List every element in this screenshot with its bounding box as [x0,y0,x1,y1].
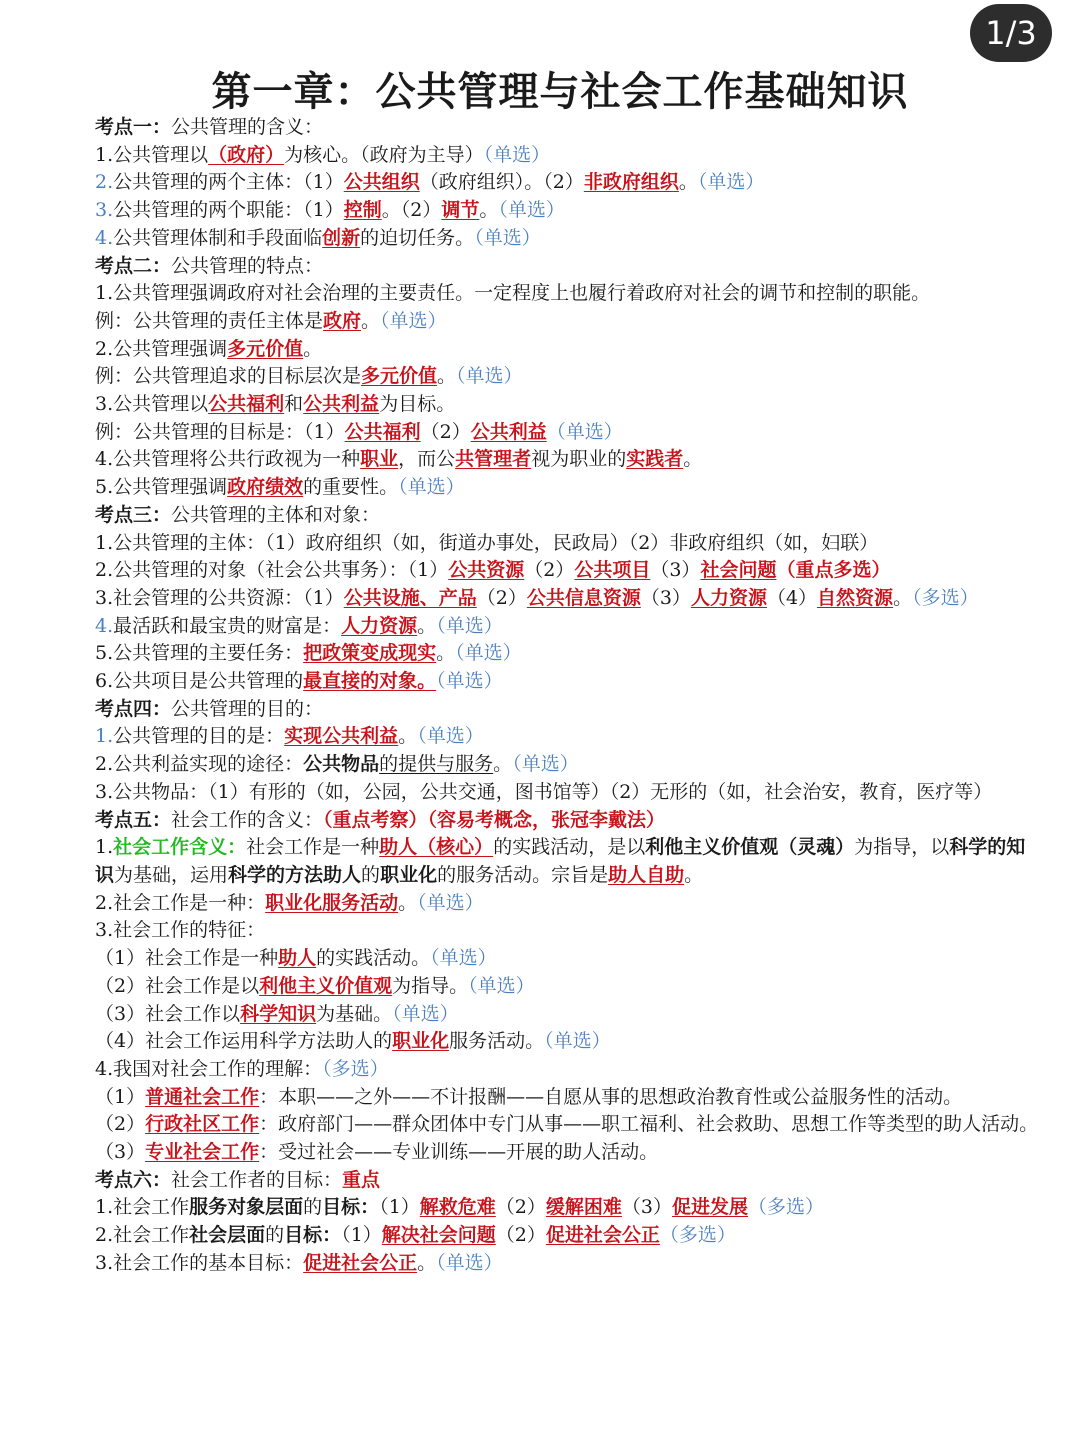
text-segment: 。 [893,586,913,609]
key-term: 公共物品 [303,753,380,776]
text-line [95,557,1040,585]
answer-highlight: 促进社会公正 [303,1251,418,1274]
answer-highlight: 普通社会工作 [145,1085,260,1108]
question-type-tag: （单选） [512,753,579,776]
question-type-tag: （单选） [498,199,565,222]
answer-highlight: 专业社会工作 [145,1141,260,1164]
text-segment: （政府组织）。（2） [419,171,584,194]
text-line [95,585,1040,613]
text-segment: 公共管理的两个主体：（1） [113,171,344,194]
text-segment: 公共管理的特点： [171,254,324,277]
text-line [95,917,1040,945]
text-segment: 。 [398,725,418,748]
answer-highlight: 多元价值 [227,337,304,360]
answer-highlight: 缓解困难 [545,1196,622,1219]
text-segment: （2） [420,420,471,443]
question-type-tag: （单选） [398,476,465,499]
key-term: 社会层面 [189,1224,266,1247]
text-line [95,446,1040,474]
key-term: 目标： [322,1196,380,1219]
question-type-tag: （单选） [380,309,447,332]
text-segment: 公共管理的目的是： [113,725,285,748]
text-segment: 6.公共项目是公共管理的 [95,670,304,693]
text-line [95,1084,1040,1112]
answer-highlight: 政府 [323,309,362,332]
question-type-tag: （单选） [430,947,497,970]
text-line [95,1250,1040,1278]
text-line [95,280,1040,308]
question-type-tag: （单选） [546,420,623,443]
text-line [95,474,1040,502]
answer-highlight: 职业化 [392,1030,450,1053]
answer-highlight: 助人自助 [608,863,685,886]
answer-highlight: 职业 [360,448,399,471]
text-segment: 。 [417,1251,437,1274]
text-segment: 3.社会管理的公共资源：（1） [95,586,344,609]
answer-highlight: 公共福利 [208,393,285,416]
answer-highlight: 人力资源 [341,614,418,637]
answer-highlight: 创新 [322,226,361,249]
text-segment: 5.公共管理强调 [95,476,228,499]
question-type-tag: （多选） [322,1057,389,1080]
text-segment: （1）社会工作是一种 [95,947,279,970]
key-term: 职业化 [380,863,438,886]
text-segment: 公共管理的目的： [171,697,324,720]
text-line [95,1167,1040,1195]
text-segment: （2） [495,1224,546,1247]
answer-highlight: 共管理者 [455,448,532,471]
text-segment: 的实践活动，是以 [493,836,646,859]
answer-highlight: 实践者 [626,448,684,471]
text-line [95,1056,1040,1084]
answer-highlight: 公共利益 [303,393,380,416]
key-term: 目标： [284,1224,342,1247]
text-segment: 的 [265,1224,285,1247]
answer-highlight: 社会问题 [700,559,777,582]
key-term: 科学的方法助人 [228,863,362,886]
text-segment: ，而公 [398,448,456,471]
text-line [95,197,1040,225]
text-line [95,668,1040,696]
text-segment: 2.公共管理的对象（社会公共事务）：（1） [95,559,449,582]
key-term: 科学的知识 [95,836,1026,886]
text-segment: 视为职业的 [531,448,627,471]
text-segment: 2.社会工作 [95,1224,190,1247]
emphasis-note: （重点考察）（容易考概念，张冠李戴法） [323,808,666,831]
text-segment: 公共管理的两个职能：（1） [113,199,344,222]
answer-highlight: （政府） [208,143,285,166]
text-segment: 2.公共利益实现的途径： [95,753,304,776]
text-segment: （2） [476,586,527,609]
answer-highlight: 公共项目 [574,559,651,582]
answer-highlight: 促进社会公正 [545,1224,660,1247]
text-line [95,1194,1040,1222]
question-type-tag: （单选） [436,1251,503,1274]
question-type-tag: （单选） [544,1030,611,1053]
text-segment: 公共管理体制和手段面临 [113,226,323,249]
question-type-tag: （单选） [392,1002,459,1025]
text-line [95,751,1040,779]
text-segment: 1.公共管理的主体：（1）政府组织（如，街道办事处，民政局）（2）非政府组织（如，妇联） [95,531,879,554]
question-type-tag: （单选） [436,614,503,637]
text-segment: 4.公共管理将公共行政视为一种 [95,448,361,471]
answer-highlight: 实现公共利益 [284,725,399,748]
text-segment: 社会工作是一种 [246,836,380,859]
text-line [95,1028,1040,1056]
answer-highlight: 职业化服务活动 [265,891,399,914]
question-type-tag: （多选） [912,586,979,609]
text-segment: 。 [493,753,513,776]
text-line [95,142,1040,170]
text-segment: 例：公共管理追求的目标层次是 [95,365,362,388]
question-type-tag: （多选） [748,1196,825,1219]
text-segment: 。（2） [381,199,442,222]
answer-highlight: 利他主义价值观 [259,974,393,997]
text-line [95,1222,1040,1250]
section-heading: 考点六： [95,1168,172,1191]
text-line [95,169,1040,197]
question-type-tag: （单选） [436,670,503,693]
text-segment: 为指导，以 [854,836,950,859]
text-segment: 和 [284,393,304,416]
answer-highlight: 解决社会问题 [381,1224,496,1247]
answer-highlight: 促进发展 [672,1196,749,1219]
text-line [95,253,1040,281]
text-segment: （1） [341,1224,382,1247]
text-segment: 1.社会工作 [95,1196,190,1219]
text-segment: 4.我国对社会工作的理解： [95,1057,323,1080]
text-line [95,363,1040,391]
text-segment: 的重要性。 [303,476,399,499]
text-segment: （3） [650,559,701,582]
answer-highlight: 科学知识 [240,1002,317,1025]
text-line [95,419,1040,447]
text-line [95,807,1040,835]
answer-highlight: 公共设施、产品 [343,586,477,609]
key-term: 服务对象层面 [189,1196,304,1219]
text-line [95,114,1040,142]
text-segment: 。 [684,863,704,886]
section-heading: 考点四： [95,697,172,720]
text-segment: 例：公共管理的责任主体是 [95,309,324,332]
emphasis-note: （重点多选） [776,559,891,582]
text-segment: （3） [621,1196,672,1219]
question-type-tag: （单选） [417,891,484,914]
answer-highlight: 最直接的对象。 [303,670,437,693]
answer-highlight: 助人 [278,947,317,970]
answer-highlight: 公共组织 [343,171,420,194]
text-segment: 的服务活动。宗旨是 [437,863,609,886]
text-line [95,945,1040,973]
question-type-tag: （单选） [468,974,535,997]
question-type-tag: （单选） [417,725,484,748]
text-segment: 。 [417,614,437,637]
answer-highlight: 行政社区工作 [145,1113,260,1136]
text-line [95,723,1040,751]
text-segment: （4） [766,586,818,609]
text-segment: 服务活动。 [449,1030,545,1053]
text-segment: 1. [95,836,114,859]
text-segment: （4）社会工作运用科学方法助人的 [95,1030,393,1053]
text-line [95,640,1040,668]
text-segment: ：受过社会——专业训练——开展的助人活动。 [259,1141,659,1164]
answer-highlight: 非政府组织 [583,171,679,194]
section-heading: 考点一： [95,116,172,138]
question-type-tag: 1. [95,725,114,748]
text-segment: （3）社会工作以 [95,1002,241,1025]
text-segment: （2） [524,559,575,582]
text-segment: 。 [683,448,703,471]
text-line [95,1111,1040,1139]
question-type-tag: （多选） [659,1224,736,1247]
question-type-tag: （单选） [456,365,523,388]
text-line [95,336,1040,364]
text-segment: 例：公共管理的目标是：（1） [95,420,345,443]
text-segment: 5.公共管理的主要任务： [95,642,304,665]
text-segment: （2） [95,1113,146,1136]
text-segment: 为指导。 [392,974,469,997]
section-heading: 考点二： [95,254,172,277]
answer-highlight: 控制 [343,199,382,222]
section-heading: 考点五： [95,808,172,831]
text-segment: 的 [361,863,381,886]
text-segment: 。 [479,199,499,222]
question-type-tag: （单选） [474,226,541,249]
text-segment: 。 [436,642,456,665]
text-segment: （3） [640,586,691,609]
text-segment: （1） [379,1196,420,1219]
answer-highlight: 公共资源 [448,559,525,582]
underlined-text: 的提供与服务 [379,753,494,776]
answer-highlight: 政府绩效 [227,476,304,499]
text-segment: （2） [495,1196,546,1219]
document-body [95,114,1040,1278]
text-segment: 的迫切任务。 [360,226,475,249]
text-line [95,308,1040,336]
question-type-tag: （单选） [455,642,522,665]
text-segment: 的 [303,1196,323,1219]
text-line [95,834,1040,889]
answer-highlight: 公共信息资源 [526,586,641,609]
answer-highlight: 把政策变成现实 [303,642,437,665]
text-segment: （3） [95,1141,146,1164]
text-line [95,696,1040,724]
text-segment: 2.社会工作是一种： [95,891,266,914]
answer-highlight: 助人（核心） [379,836,494,859]
answer-highlight: 多元价值 [361,365,438,388]
text-segment: 社会工作者的目标： [171,1168,343,1191]
text-segment: 。 [678,171,698,194]
text-segment: 1.公共管理以 [95,143,209,166]
text-line [95,530,1040,558]
answer-highlight: 调节 [441,199,480,222]
question-type-tag: 4. [95,226,114,249]
text-line [95,1139,1040,1167]
text-segment: 的实践活动。 [316,947,431,970]
text-segment: 为基础。 [316,1002,393,1025]
text-segment: 公共管理的主体和对象： [171,503,381,526]
text-segment: 3.公共管理以 [95,393,209,416]
text-segment: 社会工作的含义： [171,808,324,831]
text-segment: ：政府部门——群众团体中专门从事——职工福利、社会救助、思想工作等类型的助人活动。 [259,1113,1039,1136]
text-line [95,1001,1040,1029]
text-line [95,973,1040,1001]
page-title: 第一章：公共管理与社会工作基础知识 [211,69,909,115]
text-line [95,613,1040,641]
answer-highlight: 自然资源 [817,586,894,609]
question-type-tag: （单选） [483,143,551,166]
text-segment: 为目标。 [379,393,456,416]
text-segment: 3.社会工作的基本目标： [95,1251,304,1274]
text-line [95,890,1040,918]
text-segment: 3.社会工作的特征： [95,919,266,942]
answer-highlight: 人力资源 [690,586,767,609]
text-segment: ：本职——之外——不计报酬——自愿从事的思想政治教育性或公益服务性的活动。 [259,1085,963,1108]
answer-highlight: 解救危难 [419,1196,496,1219]
text-segment: 最活跃和最宝贵的财富是： [113,614,342,637]
text-segment: 。 [398,891,418,914]
text-segment: 1.公共管理强调政府对社会治理的主要责任。一定程度上也履行着政府对社会的调节和控制的职能。 [95,282,931,305]
answer-highlight: 公共福利 [344,420,421,443]
text-segment: 为核心。（政府为主导） [284,143,484,166]
section-heading: 考点三： [95,503,172,526]
question-type-tag: 3. [95,199,114,222]
text-segment: 。 [361,309,381,332]
text-segment: 。 [303,337,323,360]
text-segment: 公共管理的含义： [171,116,324,138]
text-line [95,391,1040,419]
text-segment: 为基础，运用 [114,863,229,886]
text-segment: 。 [437,365,457,388]
answer-highlight: 公共利益 [470,420,547,443]
definition-label: 社会工作含义： [113,836,247,859]
text-segment: （2）社会工作是以 [95,974,260,997]
page-indicator: 1/3 [970,4,1052,62]
text-line [95,779,1040,807]
text-line [95,225,1040,253]
text-segment: 3.公共物品：（1）有形的（如，公园，公共交通，图书馆等）（2）无形的（如，社会治安，教育，医疗等） [95,780,993,803]
question-type-tag: 4. [95,614,114,637]
text-segment: 2.公共管理强调 [95,337,228,360]
key-term: 利他主义价值观（灵魂） [645,836,855,859]
question-type-tag: 2. [95,171,114,194]
text-line [95,502,1040,530]
emphasis-note: 重点 [342,1168,381,1191]
text-segment: （1） [95,1085,146,1108]
question-type-tag: （单选） [697,171,765,194]
